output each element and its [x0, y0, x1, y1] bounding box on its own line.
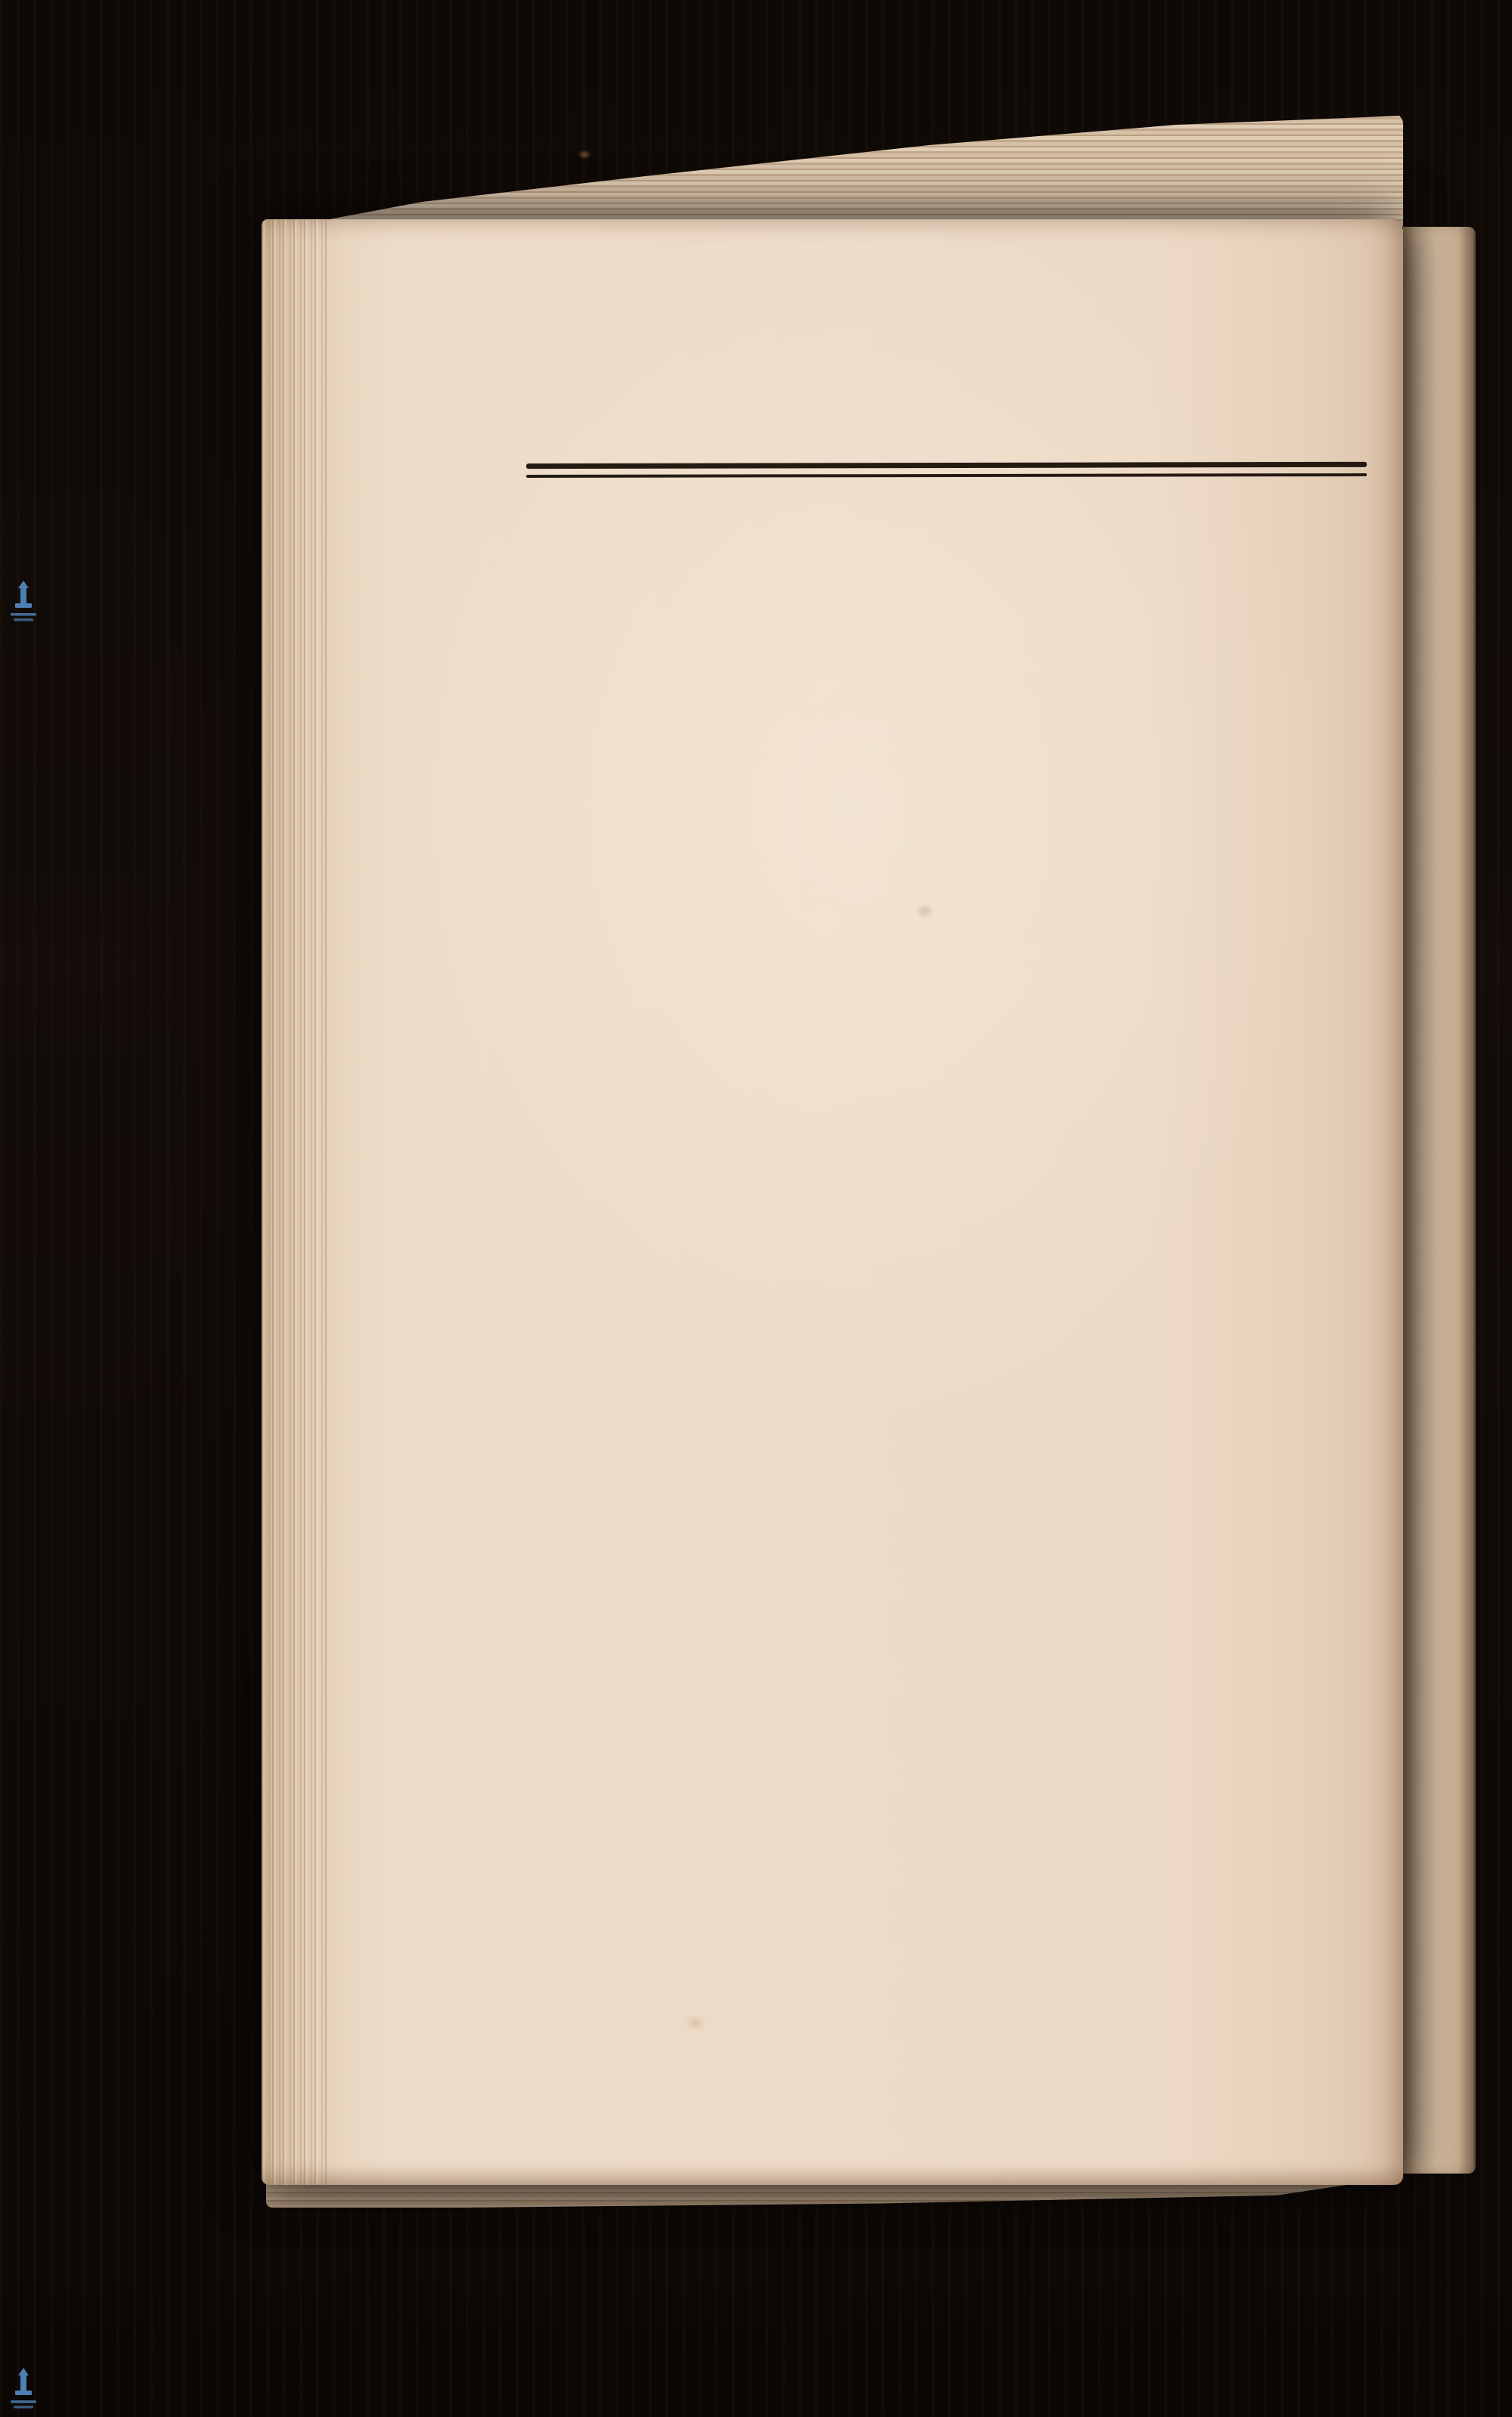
page-stack-top-edge [325, 113, 1403, 227]
header-rule-thick [526, 462, 1367, 469]
library-stamp-icon [6, 581, 44, 631]
book-page [262, 219, 1403, 2185]
library-stamp-icon [6, 2368, 44, 2417]
adjacent-page-edge [1403, 227, 1476, 2174]
paper-stain [578, 150, 591, 160]
page-header [526, 408, 1367, 454]
header-rule-thin [526, 473, 1367, 478]
text-area [526, 408, 1367, 525]
